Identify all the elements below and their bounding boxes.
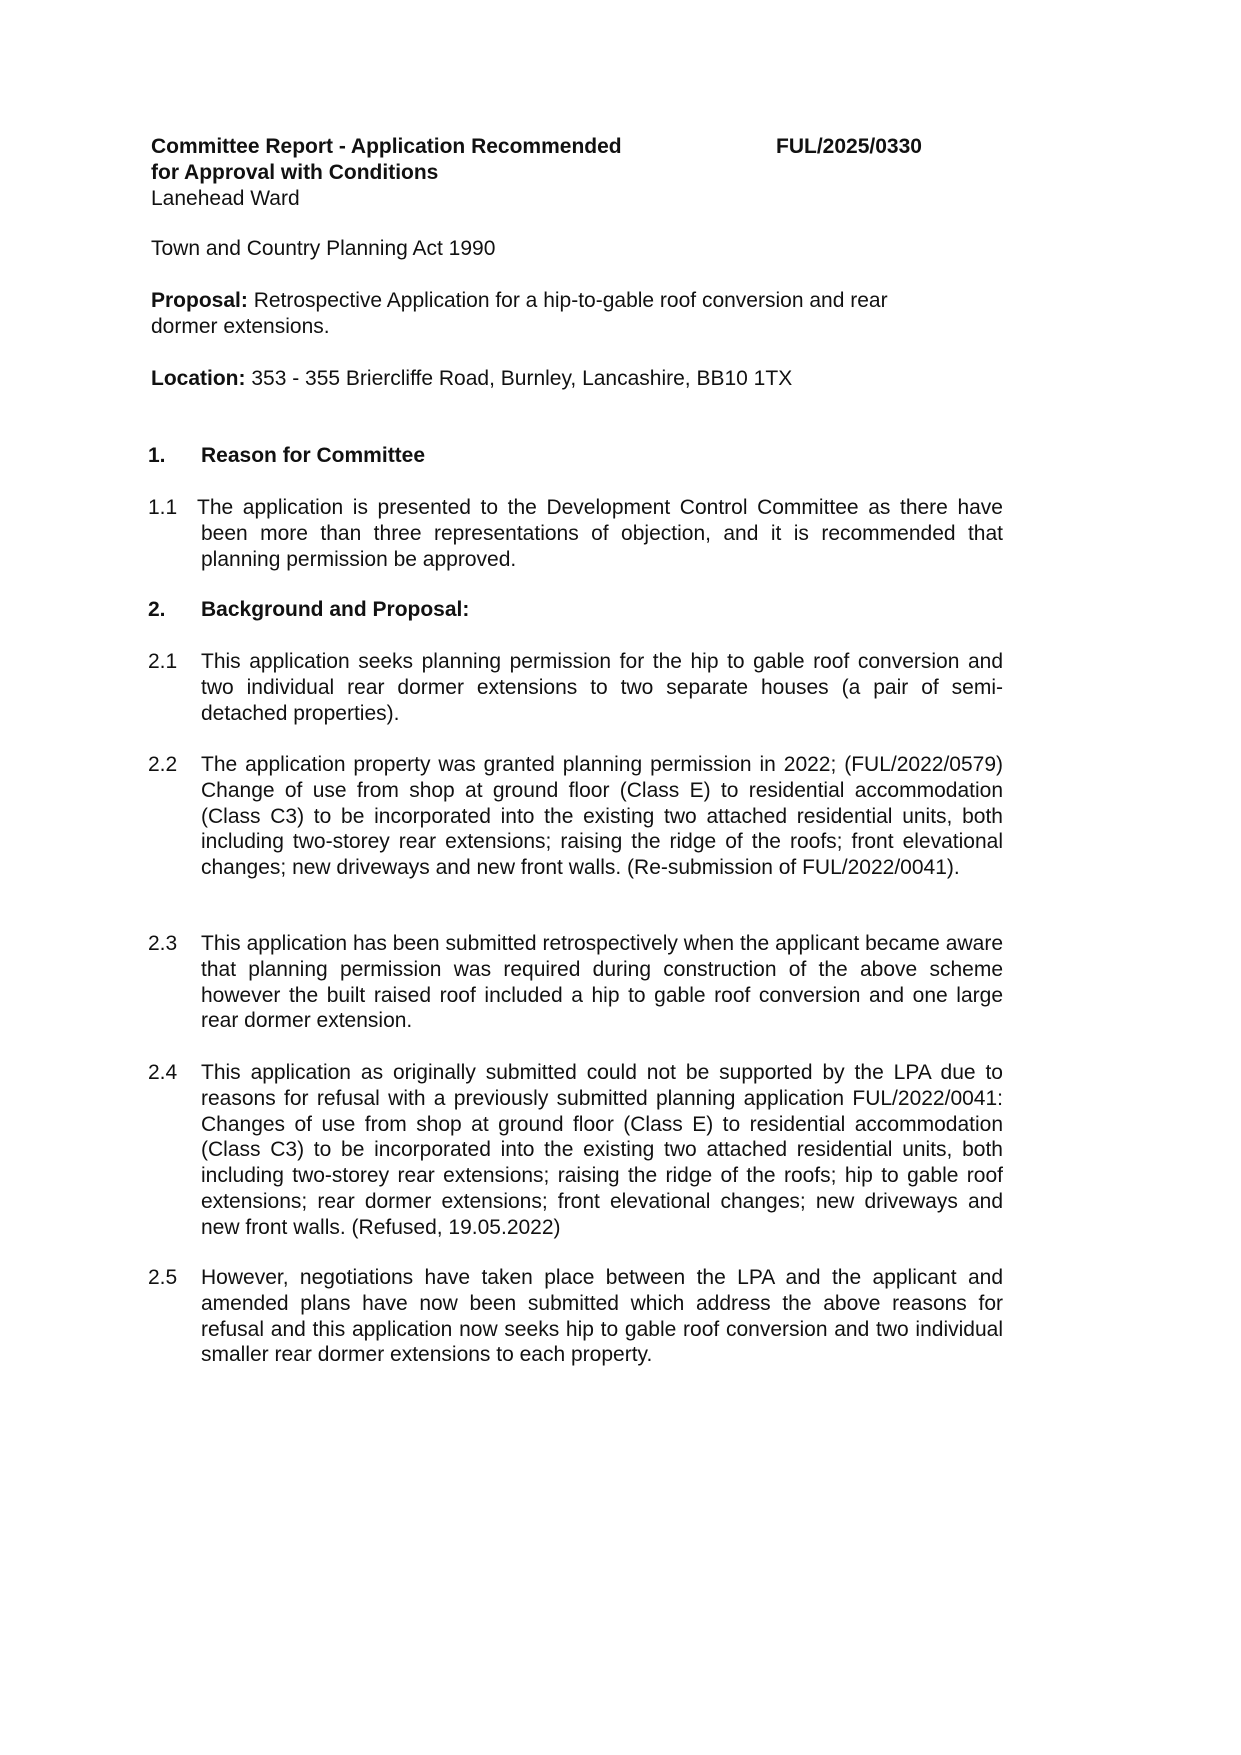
proposal-label: Proposal: [151, 289, 248, 312]
section-number: 1. [148, 444, 166, 467]
act-title: Town and Country Planning Act 1990 [151, 237, 496, 260]
proposal-text: Retrospective Application for a hip-to-gable roof conversion and rear dormer extensions. [151, 289, 888, 338]
paragraph-text: This application has been submitted retrospectively when the applicant became aware that planning permission was required during construction of the above scheme however the built raised roof included a hip to gable roof conversion and one large rear dormer extension. [201, 932, 1003, 1033]
paragraph-number: 2.4 [148, 1061, 178, 1084]
section-title: Reason for Committee [201, 444, 426, 467]
paragraph-2-4 [148, 1060, 1003, 1241]
report-title-line-1: Committee Report - Application Recommended [151, 135, 622, 158]
paragraph-text: This application as originally submitted could not be supported by the LPA due to reasons for refusal with a previously submitted planning application FUL/2022/0041: Changes of use from shop at ground floor (Class E) to residential accommodation (Class C3) to be incorporated into the existing two attached residential units, both including two-storey rear extensions; raising the ridge of the roofs; hip to gable roof extensions; rear dormer extensions; front elevational changes; new driveways and new front walls. (Refused, 19.05.2022) [201, 1061, 1003, 1239]
paragraph-number: 2.5 [148, 1266, 178, 1289]
location-block [151, 366, 1003, 392]
paragraph-text: The application property was granted planning permission in 2022; (FUL/2022/0579) Change of use from shop at ground floor (Class E) to residential accommodation (Class C3) to be incorporated into the existing two attached residential units, both including two-storey rear extensions; raising the ridge of the roofs; front elevational changes; new driveways and new front walls. (Re-submission of FUL/2022/0041). [201, 753, 1003, 880]
paragraph-1-1 [148, 495, 1003, 572]
report-title-block [151, 134, 771, 211]
paragraph-2-3 [148, 931, 1003, 1034]
paragraph-number: 2.3 [148, 932, 178, 955]
location-label: Location: [151, 367, 246, 390]
paragraph-number: 2.2 [148, 753, 178, 776]
location-text: 353 - 355 Briercliffe Road, Burnley, Lancashire, BB10 1TX [251, 367, 793, 390]
paragraph-text: This application seeks planning permission for the hip to gable roof conversion and two individual rear dormer extensions to two separate houses (a pair of semi-detached properties). [201, 650, 1003, 725]
ward-name: Lanehead Ward [151, 186, 300, 210]
section-number: 2. [148, 598, 166, 621]
paragraph-2-5 [148, 1265, 1003, 1368]
paragraph-text: However, negotiations have taken place between the LPA and the applicant and amended plans have now been submitted which address the above reasons for refusal and this application now seeks hip to gable roof conversion and two individual smaller rear dormer extensions to each property. [201, 1266, 1003, 1367]
paragraph-2-1 [148, 649, 1003, 726]
section-title: Background and Proposal: [201, 598, 470, 621]
proposal-block [151, 288, 951, 340]
report-title-line-2: for Approval with Conditions [151, 160, 439, 184]
paragraph-text: The application is presented to the Development Control Committee as there have been more than three representations of objection, and it is recommended that planning permission be approved. [197, 496, 1003, 571]
paragraph-number: 2.1 [148, 650, 178, 673]
application-reference: FUL/2025/0330 [776, 135, 922, 158]
paragraph-number: 1.1 [148, 496, 178, 519]
paragraph-2-2 [148, 752, 1003, 881]
